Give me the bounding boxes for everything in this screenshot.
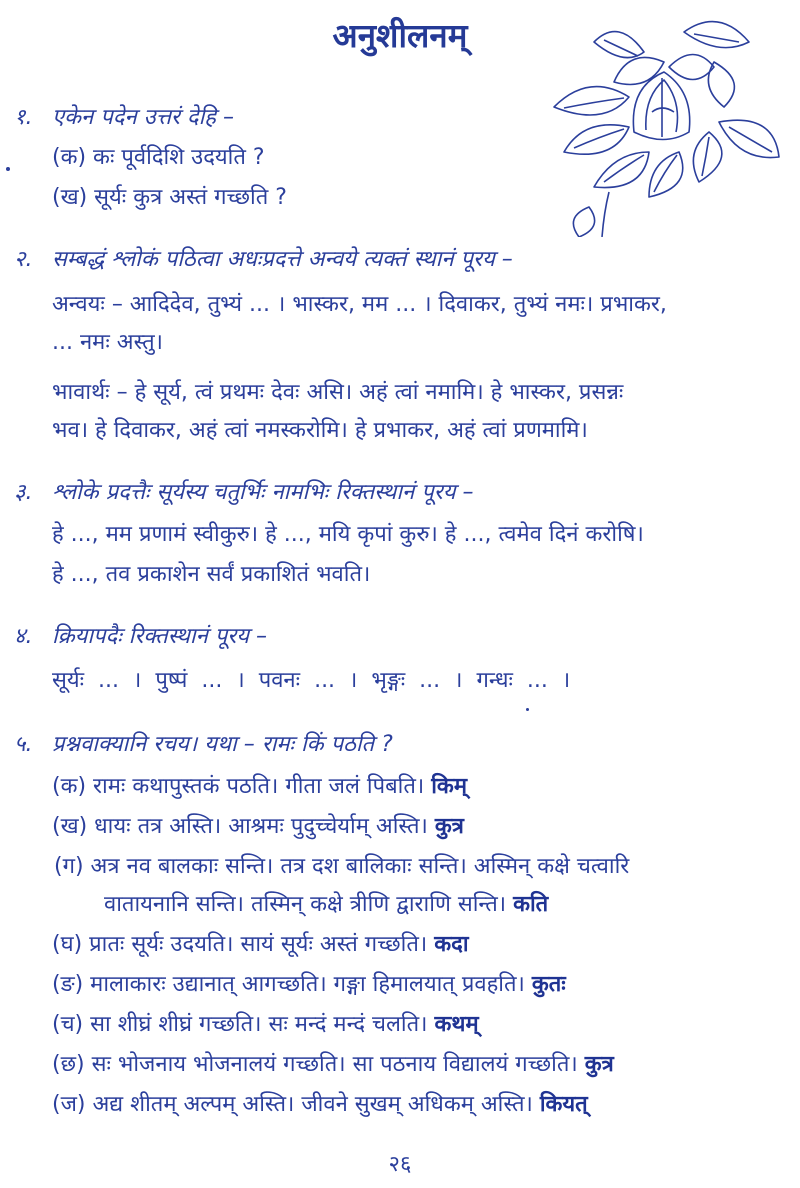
answer-word: कदा [434, 932, 469, 957]
item-text: (ख) धायः तत्र अस्ति। आश्रमः पुदुच्चेर्याम् अस्ति। [52, 814, 428, 839]
question-5 [14, 730, 393, 760]
answer-word: कियत् [539, 1092, 588, 1117]
answer-word: कुतः [531, 972, 566, 997]
list-item: (ख) सूर्यः कुत्र अस्तं गच्छति ? [52, 185, 287, 210]
question-prompt: सम्बद्धं श्लोकं पठित्वा अधःप्रदत्ते अन्वये त्यक्तं स्थानं पूरय – [52, 247, 513, 272]
question-4 [14, 622, 267, 652]
question-number: ५. [14, 732, 33, 757]
list-item [52, 772, 467, 802]
question-number: २. [14, 247, 33, 272]
item-text: (ग) अत्र नव बालकाः सन्ति। तत्र दश बालिकाः सन्ति। अस्मिन् कक्षे चत्वारि [54, 854, 630, 879]
anvaya-line: अन्वयः – आदिदेव, तुभ्यं ... । भास्कर, मम ... । दिवाकर, तुभ्यं नमः। प्रभाकर, [52, 292, 667, 317]
question-prompt: क्रियापदैः रिक्तस्थानं पूरय – [52, 624, 268, 649]
answer-word: कथम् [434, 1012, 479, 1037]
answer-word: कति [513, 892, 549, 917]
bhavartha-line: भव। हे दिवाकर, अहं त्वां नमस्करोमि। हे प्रभाकर, अहं त्वां प्रणमामि। [52, 418, 588, 443]
list-item-continuation [104, 890, 548, 920]
question-prompt: एकेन पदेन उत्तरं देहि – [52, 105, 234, 130]
list-item [52, 1090, 588, 1120]
exercise-line: हे ..., मम प्रणामं स्वीकुरु। हे ..., मयि कृपां कुरु। हे ..., त्वमेव दिनं करोषि। [52, 522, 644, 547]
question-2 [14, 245, 513, 275]
item-text: वातायनानि सन्ति। तस्मिन् कक्षे त्रीणि द्वाराणि सन्ति। [104, 892, 507, 917]
question-3 [14, 478, 473, 508]
question-number: १. [14, 105, 33, 130]
question-prompt: श्लोके प्रदत्तैः सूर्यस्य चतुर्भिः नामभिः रिक्तस्थानं पूरय – [52, 480, 474, 505]
answer-word: कुत्र [434, 814, 464, 839]
page-title: अनुशीलनम् [332, 16, 468, 55]
stray-mark [6, 167, 10, 171]
list-item [52, 1010, 479, 1040]
list-item [52, 812, 464, 842]
item-text: (छ) सः भोजनाय भोजनालयं गच्छति। सा पठनाय विद्यालयं गच्छति। [52, 1052, 578, 1077]
item-text: (च) सा शीघ्रं शीघ्रं गच्छति। सः मन्दं मन्दं चलति। [52, 1012, 428, 1037]
list-item [52, 930, 469, 960]
item-text: (ज) अद्य शीतम् अल्पम् अस्ति। जीवने सुखम् अधिकम् अस्ति। [52, 1092, 533, 1117]
item-text: (घ) प्रातः सूर्यः उदयति। सायं सूर्यः अस्तं गच्छति। [52, 932, 428, 957]
item-text: (क) रामः कथापुस्तकं पठति। गीता जलं पिबति। [52, 774, 425, 799]
list-item: (क) कः पूर्वदिशि उदयति ? [52, 145, 265, 170]
list-item [52, 970, 566, 1000]
answer-word: किम् [431, 774, 467, 799]
answer-word: कुत्र [584, 1052, 614, 1077]
item-text: (ङ) मालाकारः उद्यानात् आगच्छति। गङ्गा हिमालयात् प्रवहति। [52, 972, 525, 997]
exercise-line: हे ..., तव प्रकाशेन सर्वं प्रकाशितं भवति। [52, 562, 371, 587]
bhavartha-line: भावार्थः – हे सूर्य, त्वं प्रथमः देवः असि। अहं त्वां नमामि। हे भास्कर, प्रसन्नः [52, 380, 624, 405]
lotus-flower-illustration [534, 12, 784, 237]
question-number: ४. [14, 624, 33, 649]
anvaya-line: ... नमः अस्तु। [52, 330, 164, 355]
question-1 [14, 103, 234, 133]
stray-mark [526, 708, 529, 711]
question-number: ३. [14, 480, 33, 505]
list-item [54, 852, 629, 882]
list-item [52, 1050, 614, 1080]
page-number: २६ [388, 1152, 412, 1177]
question-prompt: प्रश्नवाक्यानि रचय। यथा – रामः किं पठति ? [52, 732, 393, 757]
exercise-line: सूर्यः ... । पुष्पं ... । पवनः ... । भृङ्गः ... । गन्धः ... । [52, 668, 571, 693]
